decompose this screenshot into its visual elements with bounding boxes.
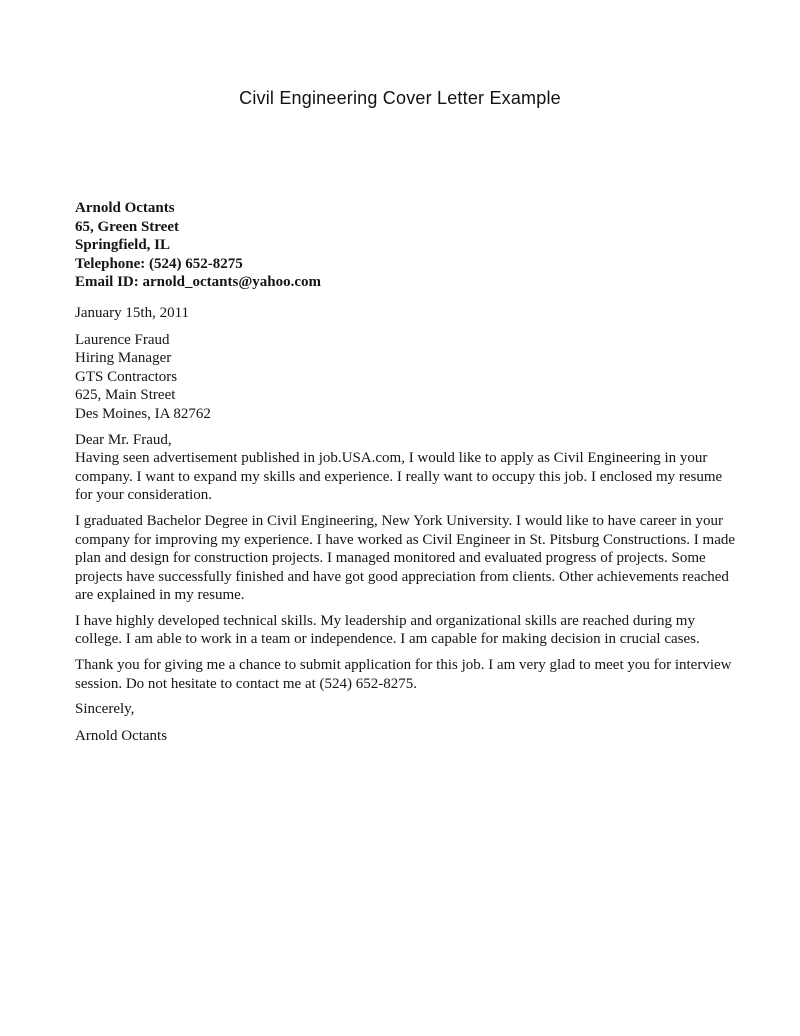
letter-date: January 15th, 2011 — [75, 304, 190, 321]
recipient-title: Hiring Manager — [75, 350, 172, 367]
closing: Sincerely, — [75, 701, 135, 718]
recipient-name: Laurence Fraud — [75, 331, 170, 348]
paragraph-thanks: Thank you for giving me a chance to submit application for this job. I am very glad to meet you for interview session. Do not hesitate to contact me at (524) 652-8275. — [75, 657, 732, 692]
sender-address-line2: Springfield, IL — [75, 237, 171, 254]
letter-body — [75, 199, 738, 745]
sender-email: Email ID: arnold_octants@yahoo.com — [75, 274, 322, 291]
signature-name: Arnold Octants — [75, 727, 168, 744]
salutation: Dear Mr. Fraud, — [75, 431, 172, 448]
sender-name: Arnold Octants — [75, 200, 175, 216]
paragraph-experience: I graduated Bachelor Degree in Civil Engineering, New York University. I would like to have career in your company for improving my experience. I have worked as Civil Engineer in St. Pitsburg Constructions. I made plan and design for construction projects. I managed monitored and evaluated progress of projects. Some projects have successfully finished and have got good appreciation from clients. Other achievements reached are explained in my resume. — [75, 512, 736, 604]
recipient-block — [75, 331, 738, 424]
document-title: Civil Engineering Cover Letter Example — [239, 88, 561, 108]
sender-block — [75, 199, 738, 292]
paragraph-skills: I have highly developed technical skills. My leadership and organizational skills are reached during my college. I am able to work in a team or independence. I am capable for making decision in crucial cases. — [75, 612, 700, 648]
recipient-address-line1: 625, Main Street — [75, 387, 176, 404]
recipient-company: GTS Contractors — [75, 368, 178, 385]
paragraph-intro: Having seen advertisement published in job.USA.com, I would like to apply as Civil Engineering in your company. I want to expand my skills and experience. I really want to occupy this job. I enclosed my resume for your consideration. — [75, 450, 723, 504]
sender-telephone: Telephone: (524) 652-8275 — [75, 255, 243, 272]
sender-address-line1: 65, Green Street — [75, 218, 179, 235]
recipient-address-line2: Des Moines, IA 82762 — [75, 405, 211, 422]
